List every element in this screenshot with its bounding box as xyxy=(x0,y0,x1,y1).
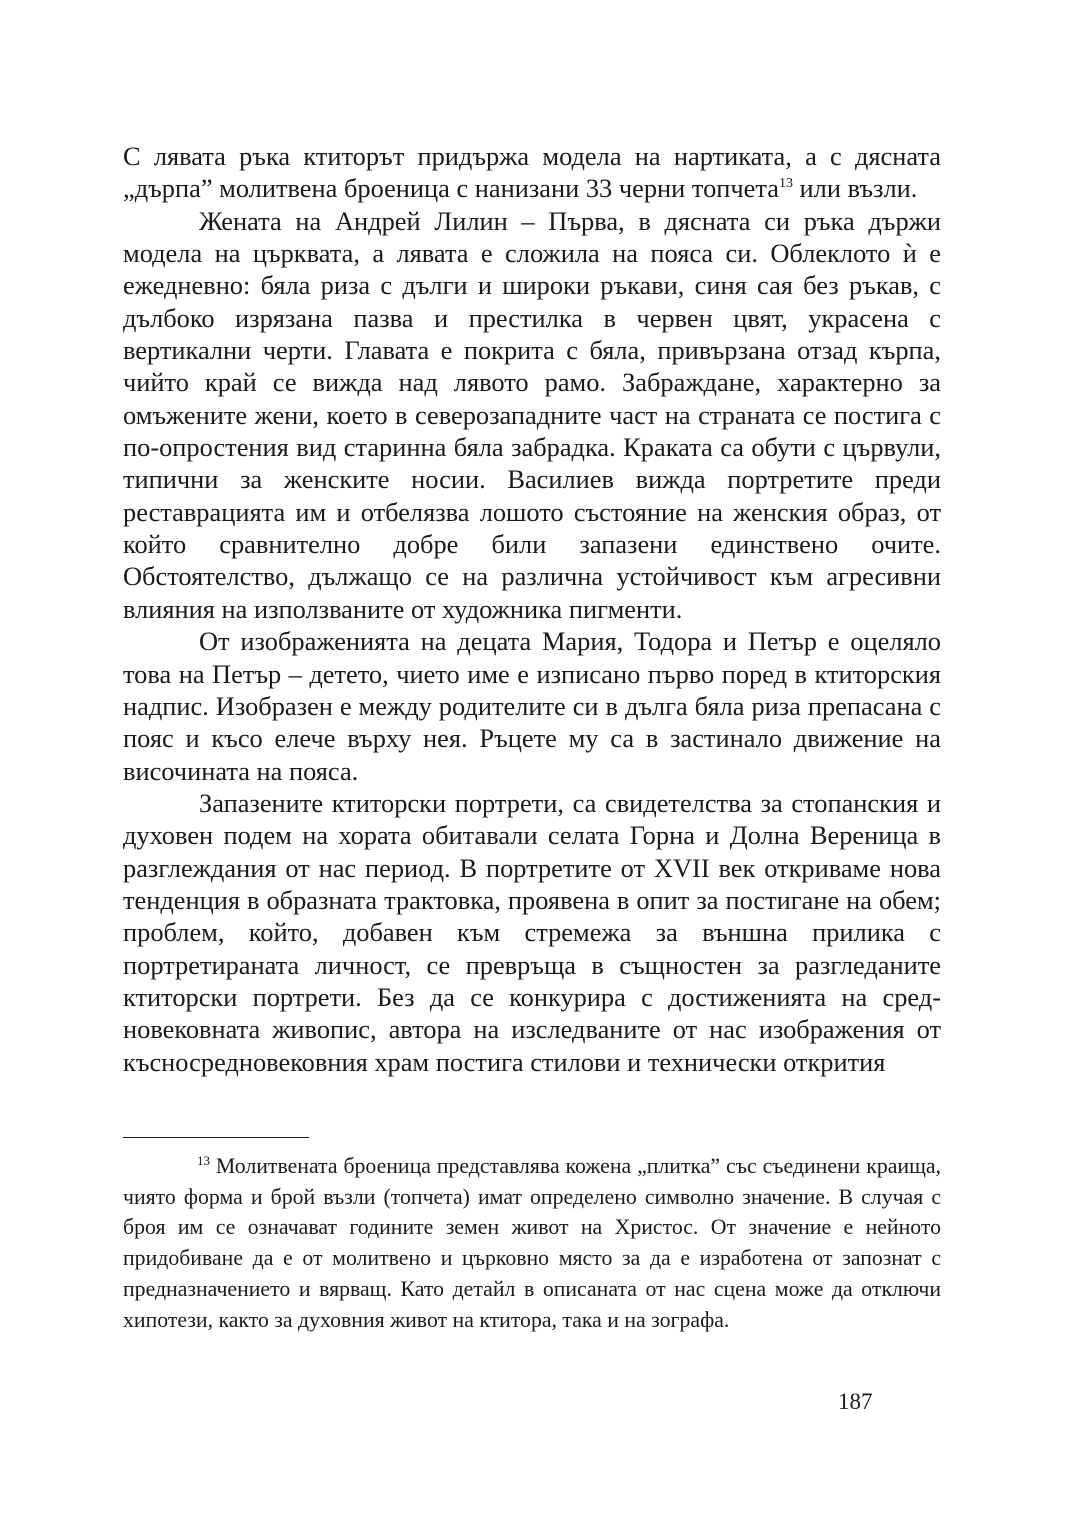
paragraph-4: Запазените ктиторски портрети, са свидетелства за стопанския и духовен подем на хората обитавали селата Горна и Долна Вереница в разглеждания от нас период. В портретите от XVII век откриваме нова тенденция в образната трактовка, проявена в опит за постигане на обем; проблем, който, добавен към стремежа за външна прилика с портретираната личност, се превръща в същностен за разгледаните ктиторски портрети. Без да се конкурира с достиженията на средновековната живопис, автора на изследваните от нас изображения от късносредновековния храм постига стилови и технически открития xyxy=(123,787,941,1077)
paragraph-1-end: или възли. xyxy=(792,173,918,204)
footnote-separator xyxy=(123,1137,309,1138)
paragraph-2: Жената на Андрей Лилин – Първа, в дясната си ръка държи модела на църквата, а лявата е сложила на пояса си. Облеклото ѝ е ежедневно: бяла риза с дълги и широки ръкави, синя сая без ръкав, с дълбоко изрязана пазва и престилка в червен цвят, украсена с вертикални черти. Главата е покрита с бяла, привързана отзад кърпа, чийто край се вижда над лявото рамо. Забраждане, характерно за омъжените жени, което в северозападните част на страната се постига с по-опростения вид старинна бяла забрадка. Краката са обути с цървули, типични за женските носии. Василиев вижда портретите преди реставрацията им и отбелязва лошото състояние на женския образ, от който сравнително добре били запазени единствено очите. Обстоятелство, дължащо се на различна устойчивост към агресивни влияния на използваните от художника пигменти. xyxy=(123,205,941,624)
footnote-13 xyxy=(123,1151,941,1335)
body-text xyxy=(123,140,941,1078)
paragraph-1-start: С лявата ръка ктиторът придържа модела на нартиката, а с дясната „дърпа” молитвена броеница с нанизани 33 черни топчета xyxy=(123,141,941,204)
page-number: 187 xyxy=(838,1389,873,1414)
main-text xyxy=(123,140,941,1078)
footnote-number: 13 xyxy=(197,1153,210,1168)
paragraph-3: От изображенията на децата Мария, Тодора и Петър е оцеляло това на Петър – детето, чието име е изписано първо поред в ктиторския надпис. Изобразен е между родителите си в дълга бяла риза препасана с пояс и късо елече върху нея. Ръцете му са в застинало движение на височината на пояса. xyxy=(123,626,941,786)
footnote-text: Молитвената броеница представлява кожена „плитка” със съединени краища, чиято форма и брой възли (топчета) имат определено символно значение. В случая с броя им се означават годините земен живот на Христос. От значение е нейното придобиване да е от молитвено и църковно място за да е изработена от запознат с предназначението и вярващ. Като детайл в описаната от нас сцена може да отключи хипотези, както за духовния живот на ктитора, така и на зографа. xyxy=(123,1154,941,1332)
footnote-reference[interactable]: 13 xyxy=(778,176,793,192)
paragraph-1 xyxy=(123,140,941,205)
footnotes xyxy=(123,1151,941,1335)
